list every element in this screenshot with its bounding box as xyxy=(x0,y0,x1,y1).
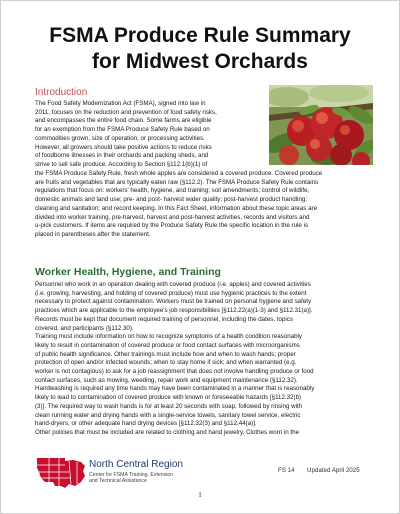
introduction-paragraph-bottom xyxy=(35,170,373,240)
text-line: of public health significance. Other trainings must include how and when to wash hands; proper xyxy=(35,350,296,358)
text-line: and encompasses the entire food chain. Some farms are eligible xyxy=(35,117,212,125)
apples-on-tree-photo xyxy=(269,85,373,165)
page-number: 1 xyxy=(198,491,202,499)
worker-section-heading: Worker Health, Hygiene, and Training xyxy=(35,266,221,278)
text-line: (3)]. The required way to wash hands is for at least 20 seconds with soap, followed by rinsing with xyxy=(35,402,303,410)
text-line: practices which are applicable to the employee's job responsibilities [§112.22(a)(1-3) and §112.31(a)]. xyxy=(35,307,313,315)
text-line: contact surfaces, such as mowing, weeding, repair work and equipment maintenance (§112.32). xyxy=(35,376,298,384)
text-line: 2011, focuses on the reduction and prevention of food safety risks, xyxy=(35,108,217,116)
worker-section-body xyxy=(35,281,373,438)
text-line: Other policies that must be included are related to clothing and hand jewelry. Clothes worn in the xyxy=(35,428,300,436)
region-name: North Central Region xyxy=(89,459,183,470)
text-line: clean running water and drying hands with a single-service towels, sanitary towel service, electric xyxy=(35,411,301,419)
text-line: strive to sell safe produce. According to Section §112.1(b)(1) of xyxy=(35,160,208,168)
text-line: likely to result in contamination of covered produce or food contact surfaces with microorganisms xyxy=(35,341,300,349)
document-title xyxy=(1,23,399,75)
text-line: protection of open and/or infected wounds; when to stay home if sick; and when warranted (e.g. xyxy=(35,359,297,367)
text-line: necessary to protect against contamination. Workers must be trained on personal hygiene and safety xyxy=(35,298,312,306)
title-line-2: for Midwest Orchards xyxy=(92,50,308,73)
region-subtitle-line-1: Center for FSMA Training, Extension xyxy=(89,472,174,478)
fact-sheet-number: FS 14 xyxy=(278,467,295,474)
updated-date: Updated April 2025 xyxy=(307,467,360,474)
text-line: (i.e. growing, harvesting, and holding of covered produce) must use hygienic practices to the extent xyxy=(35,289,307,297)
text-line: of foodborne illnesses in their orchards and packing sheds, and xyxy=(35,152,209,160)
text-line: u-pick customers. If items are required by the Produce Safety Rule the specific location in the rule is xyxy=(35,222,309,230)
text-line: likely to lead to contamination of covered produce with known or foreseeable hazards [§112.32(b) xyxy=(35,394,302,402)
text-line: regulations that focus on: workers' health, hygiene, and training; soil amendments; control of wildlife, xyxy=(35,187,310,195)
text-line: the FSMA Produce Safety Rule, fresh whole apples are considered a covered produce. Covered produce xyxy=(35,170,323,177)
introduction-heading: Introduction xyxy=(35,87,88,98)
text-line: However, all growers should take positive actions to reduce risks xyxy=(35,143,212,151)
region-subtitle-line-2: and Technical Assistance xyxy=(89,478,147,485)
text-line: The Food Safety Modernization Act (FSMA), signed into law in xyxy=(35,100,206,107)
text-line: Handwashing is required any time hands may have been contaminated in a manner that is reasonably xyxy=(35,385,315,393)
text-line: Records must be kept that document required training of personnel, including the dates, topics xyxy=(35,315,293,323)
region-subtitle xyxy=(89,472,173,485)
text-line: placed in parentheses after the statement. xyxy=(35,230,151,238)
text-line: are fruits and vegetables that are typically eaten raw (§112.2). The FSMA Produce Safety Rule contains xyxy=(35,178,319,186)
text-line: covered, and participants (§112.30). xyxy=(35,324,134,332)
text-line: domestic animals and land use; pre- and post- harvest water quality; post-harvest product handling; xyxy=(35,196,308,204)
title-line-1: FSMA Produce Rule Summary xyxy=(49,24,351,47)
introduction-paragraph-top xyxy=(35,100,265,170)
text-line: Personnel who work in an operation dealing with covered produce (i.e. apples) and covered activities xyxy=(35,281,311,288)
text-line: for an exemption from the FSMA Produce Safety Rule based on xyxy=(35,126,210,134)
text-line: hand-dryers, or other adequate hand drying devices [§112.32(3) and §112.44(a)]. xyxy=(35,420,257,428)
text-line: Training must include information on how to recognize symptoms of a health condition reasonably xyxy=(35,333,303,341)
text-line: cleaning and sanitation; and record keeping. In this Fact Sheet, information about these topic areas are xyxy=(35,204,318,212)
text-line: worker is not contagious) to ask for a job reassignment that does not involve handling produce or food xyxy=(35,368,314,376)
text-line: divided into worker training, pre-harvest, harvest and post-harvest activities, records and visitors and xyxy=(35,213,310,221)
text-line: commodities grown, size of operation, or processing activities. xyxy=(35,134,205,142)
